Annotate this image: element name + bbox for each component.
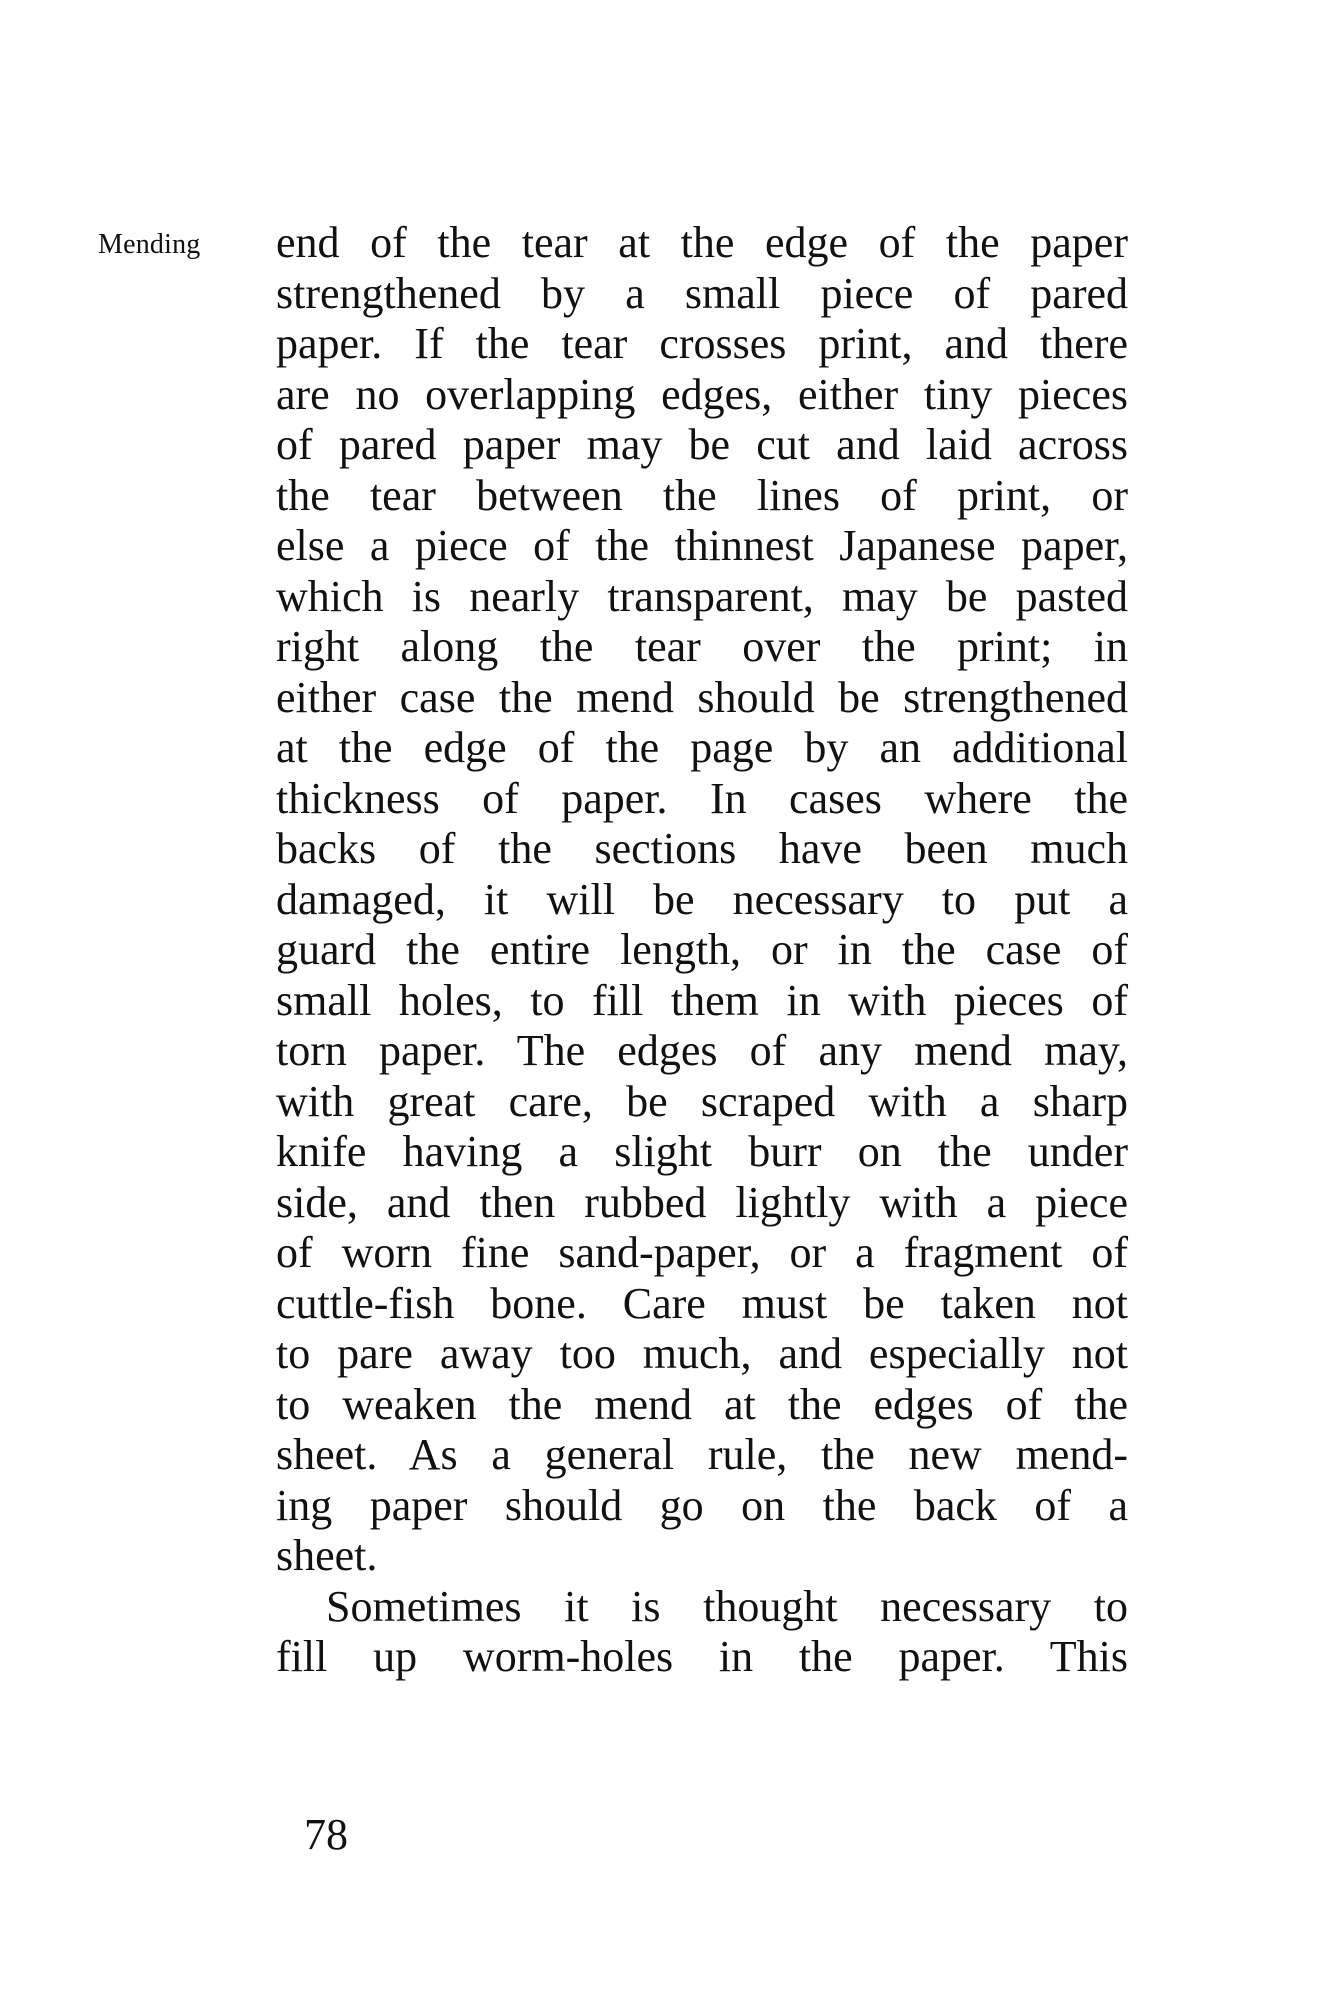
text-line: thickness of paper. In cases where the xyxy=(276,773,1128,823)
text-line: sheet. xyxy=(276,1531,378,1580)
text-line: torn paper. The edges of any mend may, xyxy=(276,1026,1128,1075)
text-line: with great care, be scraped with a sharp xyxy=(276,1076,1128,1126)
text-line: at the edge of the page by an additional xyxy=(276,723,1128,772)
text-line: to pare away too much, and especially not xyxy=(276,1329,1128,1378)
text-line: ing paper should go on the back of a xyxy=(276,1480,1128,1530)
text-line: sheet. As a general rule, the new mend- xyxy=(276,1430,1128,1479)
text-line: are no overlapping edges, either tiny pieces xyxy=(276,369,1128,419)
text-line: cuttle-fish bone. Care must be taken not xyxy=(276,1278,1128,1328)
text-line: knife having a slight burr on the under xyxy=(276,1127,1128,1176)
text-line: damaged, it will be necessary to put a xyxy=(276,874,1128,924)
text-line: right along the tear over the print; in xyxy=(276,622,1128,671)
text-line: which is nearly transparent, may be pasted xyxy=(276,571,1128,621)
text-line: Sometimes it is thought necessary to xyxy=(326,1581,1128,1631)
text-line: of worn fine sand-paper, or a fragment of xyxy=(276,1228,1128,1277)
text-line: fill up worm-holes in the paper. This xyxy=(276,1632,1128,1681)
text-line: strengthened by a small piece of pared xyxy=(276,268,1128,318)
text-line: to weaken the mend at the edges of the xyxy=(276,1379,1128,1429)
text-line: of pared paper may be cut and laid across xyxy=(276,420,1128,469)
margin-note: Mending xyxy=(98,229,201,260)
text-line: else a piece of the thinnest Japanese paper, xyxy=(276,521,1128,570)
text-line: side, and then rubbed lightly with a piece xyxy=(276,1177,1128,1227)
text-line: end of the tear at the edge of the paper xyxy=(276,218,1128,267)
text-line: either case the mend should be strengthened xyxy=(276,672,1128,722)
body-text xyxy=(276,218,1128,1683)
text-line: the tear between the lines of print, or xyxy=(276,470,1128,520)
text-line: backs of the sections have been much xyxy=(276,824,1128,873)
text-line: small holes, to fill them in with pieces of xyxy=(276,975,1128,1025)
page-number: 78 xyxy=(304,1810,348,1859)
text-line: paper. If the tear crosses print, and there xyxy=(276,319,1128,368)
text-line: guard the entire length, or in the case of xyxy=(276,925,1128,974)
